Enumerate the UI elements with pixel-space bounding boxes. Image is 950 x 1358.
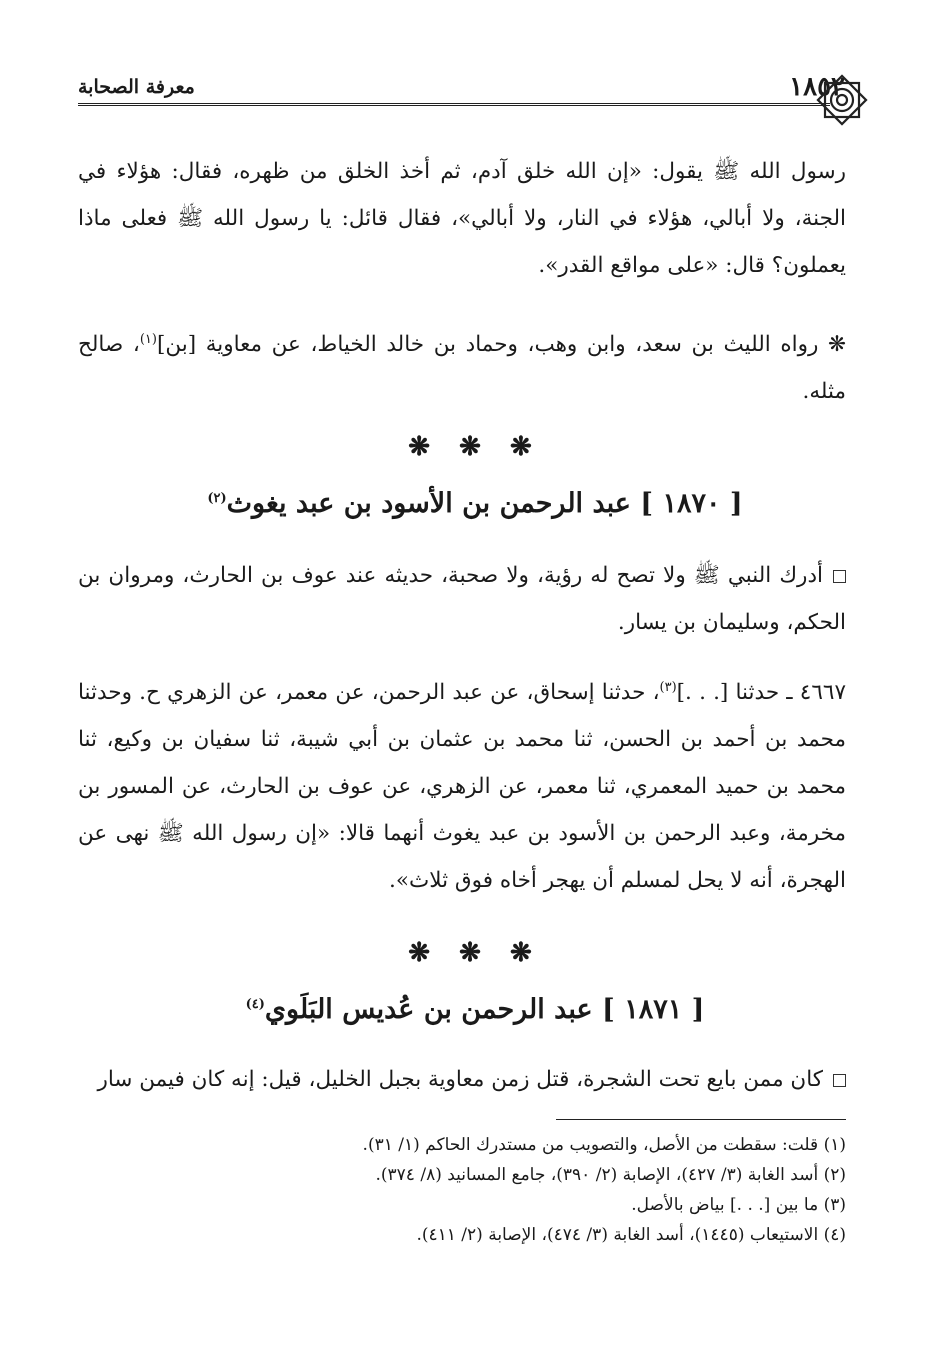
footnote-3: (٣) ما بين [. . .] بياض بالأصل.	[631, 1195, 846, 1215]
square-bullet-icon	[833, 1074, 846, 1087]
entry-heading-1870: [ ١٨٧٠ ] عبد الرحمن بن الأسود بن عبد يغوث$^{(٢)}$	[207, 488, 743, 519]
footnote-ref-3: (٣)	[659, 680, 677, 695]
section-separator: ❋ ❋ ❋	[408, 432, 542, 462]
hadith-text: ، حدثنا إسحاق، عن عبد الرحمن، عن معمر، عن الزهري ح. وحدثنا محمد بن أحمد بن الحسن، ثنا محمد بن عثمان بن أبي شيبة، ثنا سفيان بن وكيع، ثنا محمد بن حميد المعمري، ثنا معمر، عن الزهري، عن عوف بن الحارث، عن المسور بن مخرمة، وعبد الرحمن بن الأسود بن عبد يغوث أنهما قالا: «إن رسول الله ﷺ نهى عن الهجرة، أنه لا يحل لمسلم أن يهجر أخاه فوق ثلاث».	[78, 680, 846, 894]
footnote-2: (٢) أسد الغابة (٣/ ٤٢٧)، الإصابة (٢/ ٣٩٠)، جامع المسانيد (٨/ ٣٧٤).	[375, 1165, 846, 1185]
footnote-rule	[556, 1119, 846, 1120]
running-title: معرفة الصحابة	[78, 76, 195, 98]
paragraph-narration	[78, 316, 846, 415]
footnotes	[78, 1130, 846, 1250]
footnote-1: (١) قلت: سقطت من الأصل، والتصويب من مستدرك الحاكم (١/ ٣١).	[362, 1135, 846, 1155]
footnote-ref-1: (١)	[139, 332, 157, 347]
section-separator: ❋ ❋ ❋	[408, 938, 542, 968]
hadith-number: ٤٦٦٧ ـ حدثنا [. . .]	[676, 680, 846, 706]
entry-heading-1871: [ ١٨٧١ ] عبد الرحمن بن عُديس البَلَوي$^{(٤)}$	[245, 994, 705, 1025]
paragraph-hadith-end: رسول الله ﷺ يقول: «إن الله خلق آدم، ثم أخذ الخلق من ظهره، فقال: هؤلاء في الجنة، ولا أبالي، هؤلاء في النار، ولا أبالي»، فقال قائل: يا رسول الله ﷺ فعلى ماذا يعملون؟ قال: «على مواقع القدر».	[78, 159, 846, 278]
entry-description-1871: كان ممن بايع تحت الشجرة، قتل زمن معاوية بجبل الخليل، قيل: إنه كان فيمن سار	[78, 1056, 846, 1103]
page-number: ١٨٥٢	[789, 72, 845, 102]
footnote-ref-2: (٢)	[207, 491, 227, 506]
square-bullet-icon	[833, 570, 846, 583]
ornament-icon	[812, 70, 872, 130]
narration-tail: ، صالح مثله.	[78, 332, 846, 405]
page-header	[78, 72, 855, 106]
footnote-4: (٤) الاستيعاب (١٤٤٥)، أسد الغابة (٣/ ٤٧٤)، الإصابة (٢/ ٤١١).	[416, 1225, 846, 1245]
footnote-ref-4: (٤)	[245, 997, 265, 1012]
narration-text: ❋ رواه الليث بن سعد، وابن وهب، وحماد بن خالد الخياط، عن معاوية [بن]	[156, 332, 846, 358]
entry-description-1870: أدرك النبي ﷺ ولا تصح له رؤية، ولا صحبة، حديثه عند عوف بن الحارث، ومروان بن الحكم، وسليمان بن يسار.	[78, 563, 846, 635]
hadith-4667	[78, 664, 846, 904]
header-rule	[78, 103, 830, 106]
